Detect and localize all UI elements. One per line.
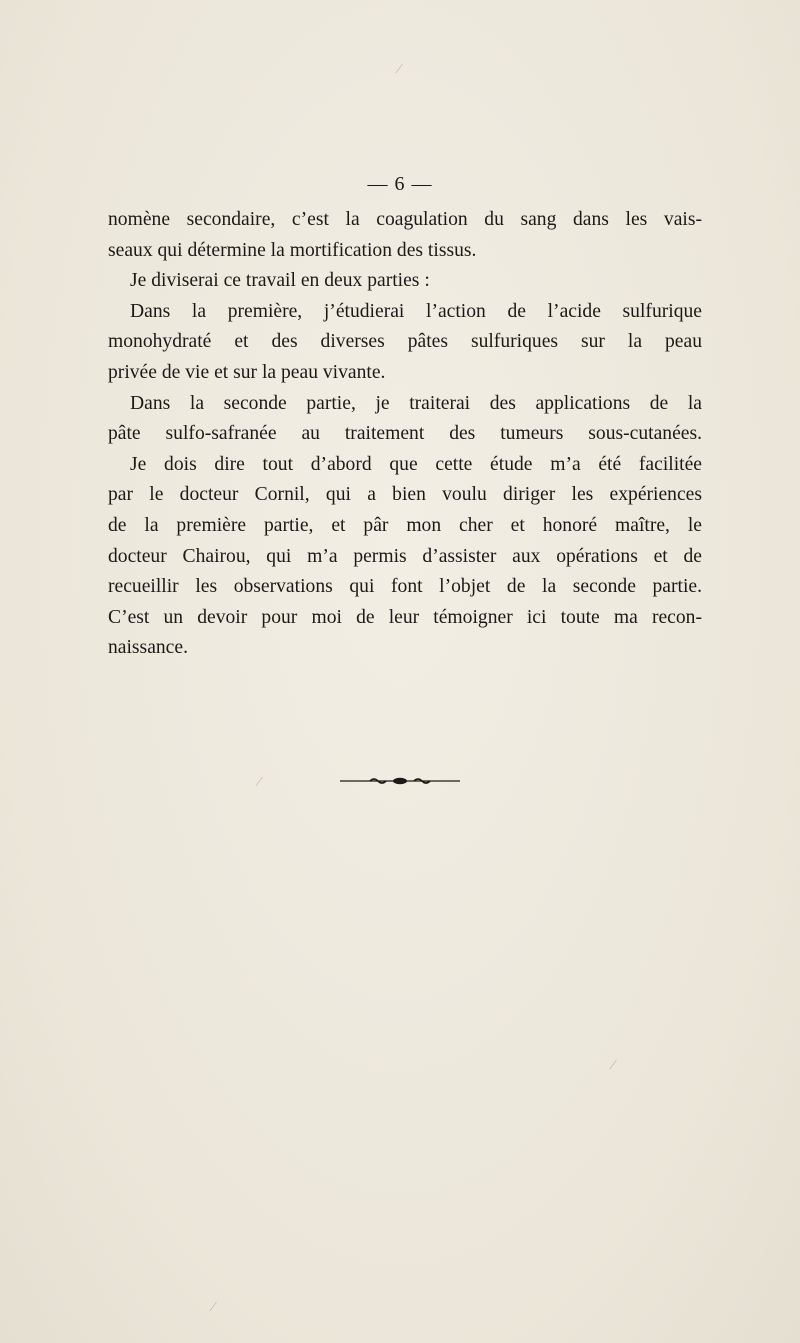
text-line: Je dois dire tout d’abord que cette étude m’a été facilitée (130, 453, 702, 475)
text-line: C’est un devoir pour moi de leur témoigner ici toute ma recon- (108, 606, 702, 628)
paper-speck: ⁄ (212, 1300, 215, 1315)
text-line: naissance. (108, 637, 188, 659)
body-text (108, 205, 702, 664)
fleuron-divider-icon (340, 776, 460, 786)
text-line: par le docteur Cornil, qui a bien voulu diriger les expériences (108, 484, 702, 506)
page-number: — 6 — (367, 173, 433, 195)
text-line: Dans la seconde partie, je traiterai des applications de la (130, 392, 702, 414)
text-line: pâte sulfo-safranée au traitement des tumeurs sous-cutanées. (108, 423, 702, 445)
text-line: Je diviserai ce travail en deux parties : (130, 270, 430, 292)
paper-speck: ⁄ (258, 775, 261, 790)
text-line: de la première partie, et pâr mon cher et honoré maître, le (108, 514, 702, 536)
text-line: docteur Chairou, qui m’a permis d’assister aux opérations et de (108, 545, 702, 567)
paper-speck: ⁄ (398, 62, 401, 77)
text-line: nomène secondaire, c’est la coagulation du sang dans les vais- (108, 209, 702, 230)
text-line: monohydraté et des diverses pâtes sulfuriques sur la peau (108, 331, 702, 353)
text-line: privée de vie et sur la peau vivante. (108, 361, 386, 383)
paper-speck: ⁄ (612, 1058, 615, 1073)
text-line: seaux qui détermine la mortification des tissus. (108, 239, 477, 261)
text-line: recueillir les observations qui font l’objet de la seconde partie. (108, 576, 702, 598)
text-line: Dans la première, j’étudierai l’action de l’acide sulfurique (130, 300, 702, 322)
